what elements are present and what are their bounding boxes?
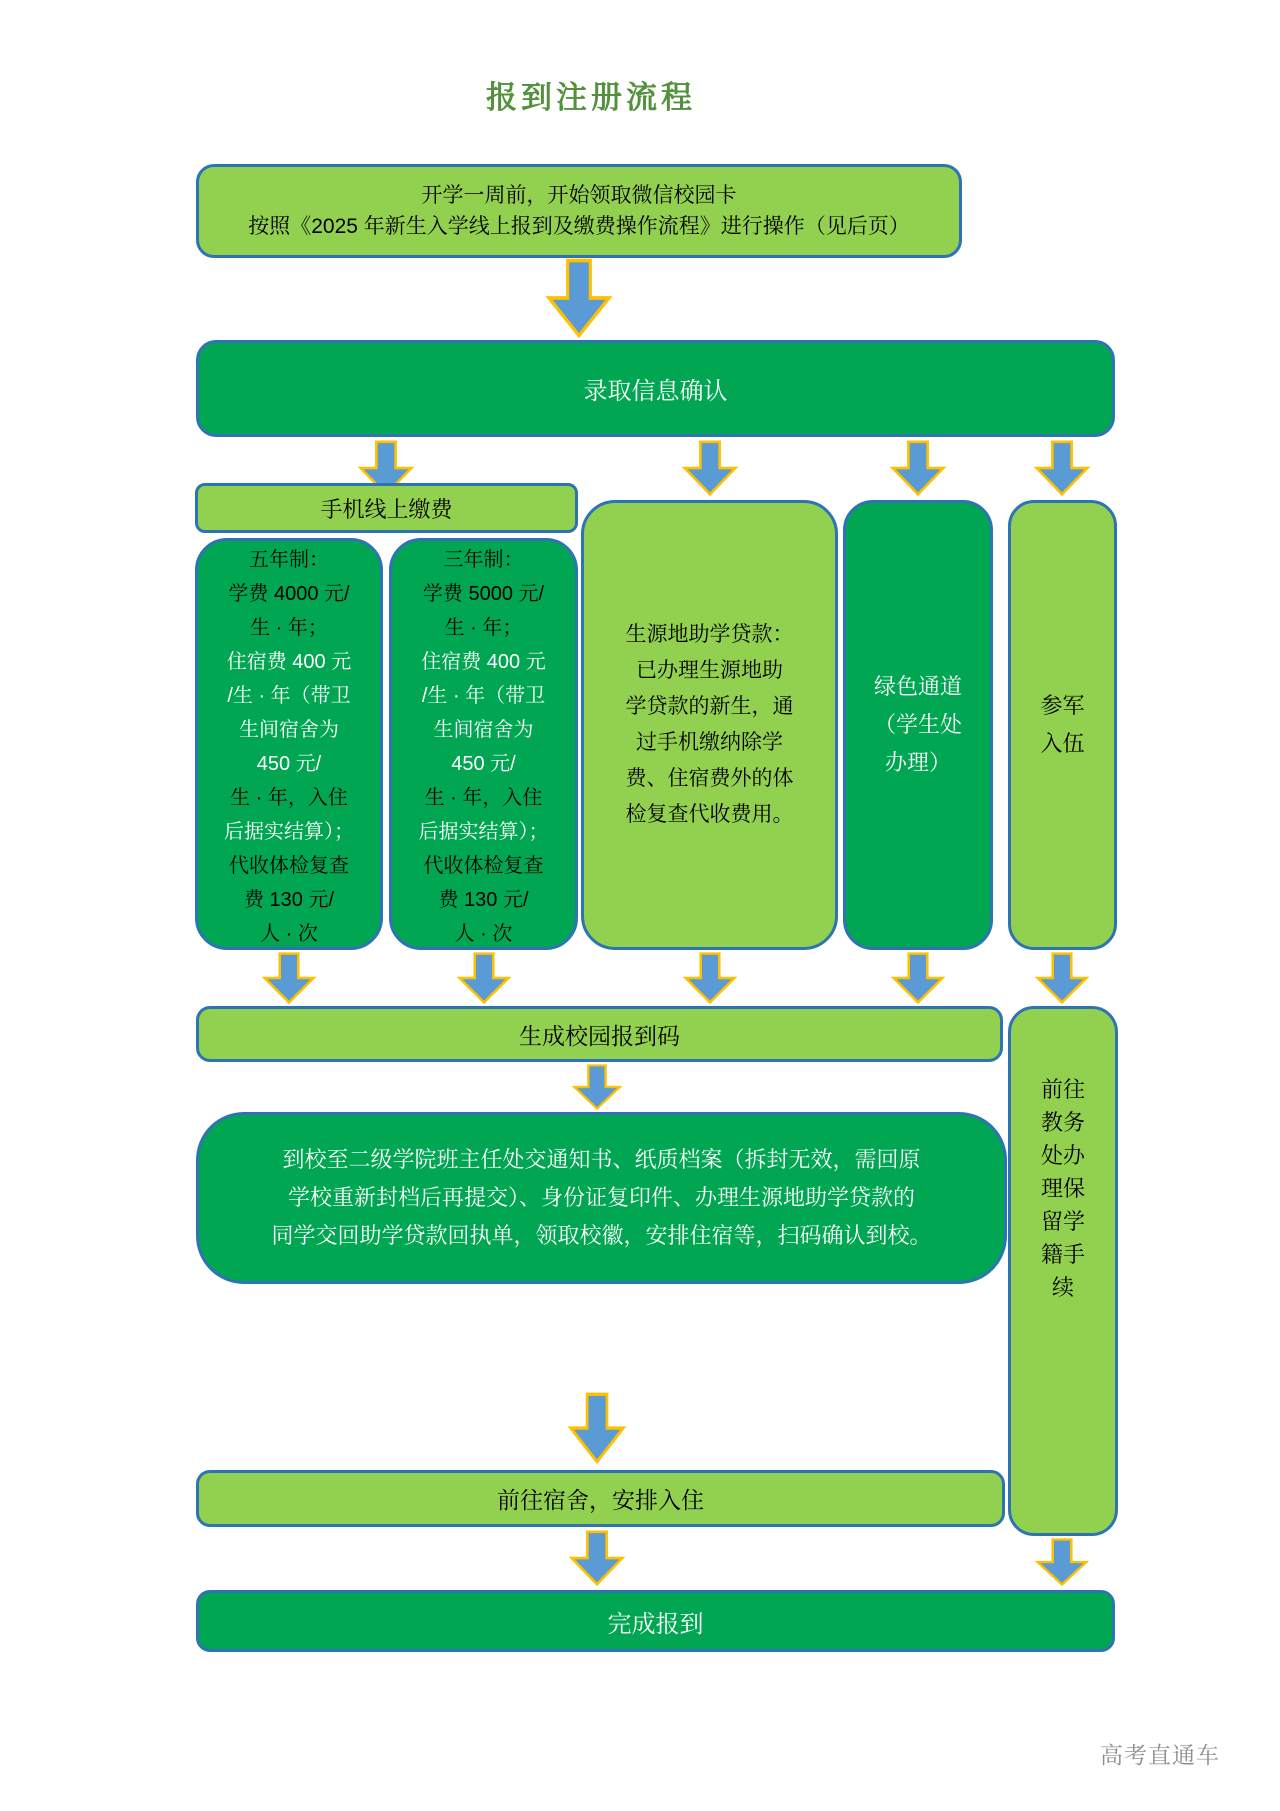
complete-label: 完成报到 bbox=[607, 1610, 704, 1638]
fee-line: 学费 4000 元/ bbox=[228, 583, 350, 605]
military-line: 入伍 bbox=[1040, 731, 1085, 756]
page-title: 报到注册流程 bbox=[486, 80, 696, 115]
fee-line: /生 · 年（带卫 bbox=[421, 685, 546, 707]
arrow-down-icon bbox=[683, 952, 737, 1004]
watermark: 高考直通车 bbox=[1100, 1742, 1220, 1768]
academic-line: 续 bbox=[1051, 1275, 1074, 1300]
green-channel-box bbox=[843, 500, 993, 950]
loan-line: 学贷款的新生，通 bbox=[625, 695, 794, 718]
academic-line: 理保 bbox=[1040, 1176, 1085, 1201]
arrow-down-icon bbox=[682, 440, 738, 496]
arrow-down-icon bbox=[1035, 952, 1089, 1004]
three-year-fee-box bbox=[389, 538, 578, 950]
academic-line: 前往 bbox=[1040, 1077, 1085, 1102]
mobile-payment-label: 手机线上缴费 bbox=[320, 496, 453, 522]
fee-line: 费 130 元/ bbox=[438, 889, 529, 911]
arrow-down-icon bbox=[891, 952, 945, 1004]
green-channel-line: 绿色通道 bbox=[873, 674, 962, 699]
academic-line: 籍手 bbox=[1040, 1242, 1085, 1267]
intro-line-2: 按照《2025 年新生入学线上报到及缴费操作流程》进行操作（见后页） bbox=[248, 215, 910, 238]
fee-line: 生 · 年，入住 bbox=[424, 787, 543, 809]
loan-line: 已办理生源地助 bbox=[636, 659, 783, 682]
arrow-down-icon bbox=[1035, 1538, 1089, 1586]
arrow-down-icon bbox=[546, 258, 612, 338]
green-channel-line: （学生处 bbox=[873, 712, 962, 737]
loan-line: 费、住宿费外的体 bbox=[625, 767, 794, 790]
fee-line: 后据实结算）； bbox=[418, 821, 549, 843]
dorm-bar bbox=[196, 1470, 1005, 1527]
academic-line: 留学 bbox=[1040, 1209, 1085, 1234]
arrow-down-icon bbox=[572, 1064, 622, 1110]
mobile-payment-header bbox=[195, 483, 578, 533]
academic-affairs-box bbox=[1008, 1006, 1118, 1536]
arrow-down-icon bbox=[569, 1530, 625, 1586]
five-year-fee-box bbox=[195, 538, 383, 950]
admission-confirm-label: 录取信息确认 bbox=[583, 378, 728, 405]
arrow-down-icon bbox=[568, 1392, 626, 1464]
report-code-label: 生成校园报到码 bbox=[519, 1022, 680, 1049]
fee-line: 三年制： bbox=[443, 549, 524, 571]
fee-line: 代收体检复查 bbox=[423, 855, 544, 877]
loan-line: 生源地助学贷款： bbox=[625, 623, 794, 646]
report-code-bar bbox=[196, 1006, 1003, 1062]
loan-line: 过手机缴纳除学 bbox=[636, 731, 783, 754]
fee-line: 生间宿舍为 bbox=[239, 719, 339, 741]
loan-line: 检复查代收费用。 bbox=[625, 803, 794, 826]
military-service-box bbox=[1008, 500, 1117, 950]
arrival-line: 学校重新封档后再提交）、身份证复印件、办理生源地助学贷款的 bbox=[287, 1185, 915, 1210]
fee-line: 生 · 年，入住 bbox=[230, 787, 348, 809]
fee-line: 450 元/ bbox=[451, 753, 516, 775]
academic-line: 处办 bbox=[1040, 1143, 1085, 1168]
arrow-down-icon bbox=[457, 952, 511, 1004]
fee-line: 生 · 年； bbox=[250, 617, 328, 639]
green-channel-line: 办理） bbox=[884, 750, 951, 775]
military-line: 参军 bbox=[1040, 693, 1085, 718]
loan-box bbox=[581, 500, 838, 950]
arrow-down-icon bbox=[1034, 440, 1090, 496]
arrival-line: 同学交回助学贷款回执单，领取校徽，安排住宿等，扫码确认到校。 bbox=[271, 1223, 932, 1248]
admission-confirm-box bbox=[196, 340, 1115, 437]
dorm-label: 前往宿舍，安排入住 bbox=[497, 1487, 704, 1513]
fee-line: 人 · 次 bbox=[260, 923, 318, 945]
fee-line: 学费 5000 元/ bbox=[422, 583, 545, 605]
arrow-down-icon bbox=[262, 952, 316, 1004]
fee-line: 450 元/ bbox=[256, 753, 322, 775]
fee-line: 住宿费 400 元 bbox=[226, 651, 352, 673]
fee-line: 生 · 年； bbox=[444, 617, 523, 639]
fee-line: /生 · 年（带卫 bbox=[227, 685, 351, 707]
intro-box bbox=[196, 164, 962, 258]
arrow-down-icon bbox=[890, 440, 946, 496]
fee-line: 后据实结算）； bbox=[224, 821, 354, 843]
fee-line: 住宿费 400 元 bbox=[421, 651, 546, 673]
fee-line: 代收体检复查 bbox=[229, 855, 349, 877]
complete-bar bbox=[196, 1590, 1115, 1652]
arrival-line: 到校至二级学院班主任处交通知书、纸质档案（拆封无效，需回原 bbox=[282, 1147, 921, 1172]
fee-line: 生间宿舍为 bbox=[433, 719, 534, 741]
arrival-instructions-box bbox=[196, 1112, 1007, 1284]
fee-line: 人 · 次 bbox=[454, 923, 513, 945]
fee-line: 五年制： bbox=[249, 549, 329, 571]
fee-line: 费 130 元/ bbox=[243, 889, 335, 911]
academic-line: 教务 bbox=[1040, 1110, 1085, 1135]
intro-line-1: 开学一周前，开始领取微信校园卡 bbox=[421, 184, 737, 207]
